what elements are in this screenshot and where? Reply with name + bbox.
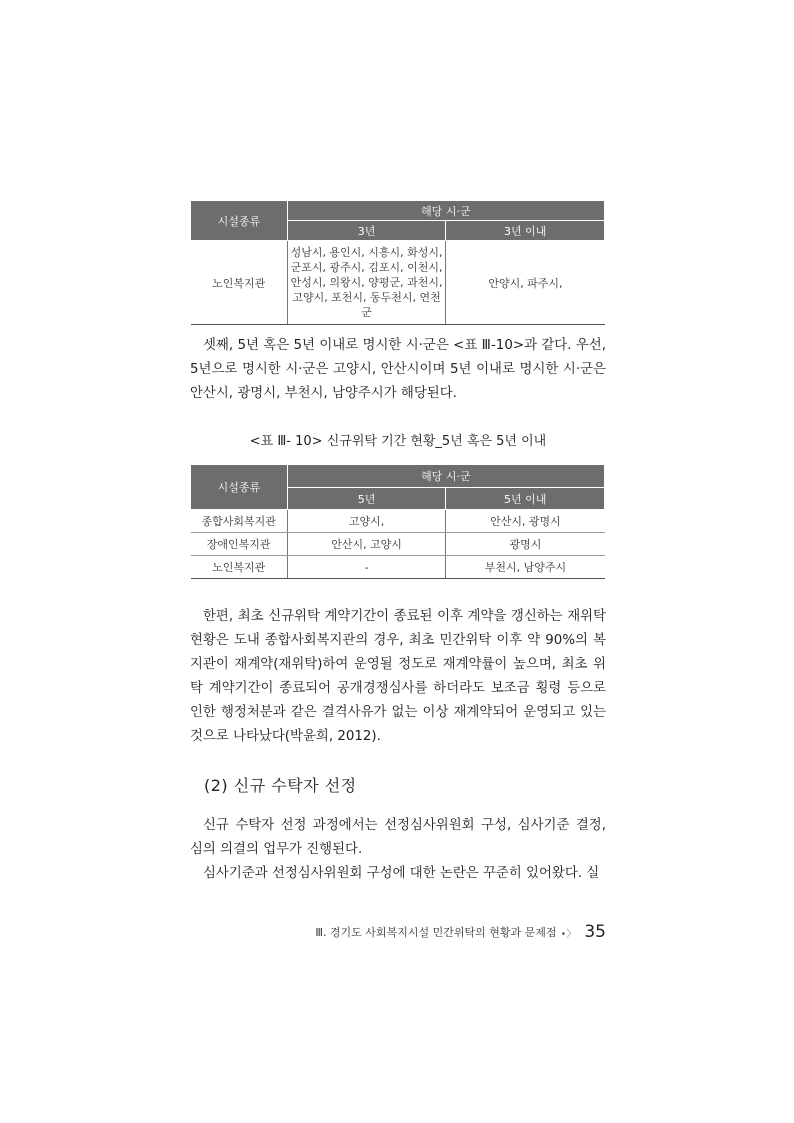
page-number: 35 xyxy=(584,922,606,942)
table-row xyxy=(191,556,605,579)
cell-facility: 장애인복지관 xyxy=(191,533,288,556)
paragraph-third: 셋째, 5년 혹은 5년 이내로 명시한 시·군은 <표 Ⅲ-10>과 같다. 우선, 5년으로 명시한 시·군은 고양시, 안산시이며 5년 이내로 명시한 시·군은 안산시, 광명시, 부천시, 남양주시가 해당된다. xyxy=(190,338,606,401)
cell-5yr: - xyxy=(287,556,446,579)
cell-facility: 노인복지관 xyxy=(191,241,288,325)
section-heading: (2) 신규 수탁자 선정 xyxy=(204,776,357,795)
cell-within-5yr: 안산시, 광명시 xyxy=(446,510,605,533)
table-row xyxy=(191,510,605,533)
cell-within-5yr: 광명시 xyxy=(446,533,605,556)
subheader-within-5yr: 5년 이내 xyxy=(446,488,605,510)
subheader-within-3yr: 3년 이내 xyxy=(446,221,605,241)
double-chevron-right-icon: •〉 xyxy=(560,928,577,940)
table-row xyxy=(191,241,605,325)
table-caption: <표 Ⅲ- 10> 신규위탁 기간 현황_5년 혹은 5년 이내 xyxy=(249,434,547,449)
header-region: 해당 시·군 xyxy=(287,201,604,221)
header-facility-type: 시설종류 xyxy=(191,201,288,241)
page-footer xyxy=(315,922,606,942)
cell-within-5yr: 부천시, 남양주시 xyxy=(446,556,605,579)
subheader-3yr: 3년 xyxy=(287,221,446,241)
header-region: 해당 시·군 xyxy=(287,465,604,488)
paragraph-reconsignment: 한편, 최초 신규위탁 계약기간이 종료된 이후 계약을 갱신하는 재위탁 현황은 도내 종합사회복지관의 경우, 최초 민간위탁 이후 약 90%의 복지관이 재계약(재위탁)하여 운영될 정도로 재계약률이 높으며, 최초 위탁 계약기간이 종료되어 공개경쟁심사를 하더라도 보조금 횡령 등으로 인한 행정처분과 같은 결격사유가 없는 이상 재계약되어 운영되고 있는 것으로 나타났다(박윤희, 2012). xyxy=(190,609,606,744)
cell-regions-within-3yr: 안양시, 파주시, xyxy=(446,241,605,325)
subheader-5yr: 5년 xyxy=(287,488,446,510)
paragraph-selection-process: 신규 수탁자 선정 과정에서는 선정심사위원회 구성, 심사기준 결정, 심의 의결의 업무가 진행된다. xyxy=(190,818,606,857)
cell-regions-3yr: 성남시, 용인시, 시흥시, 화성시, 군포시, 광주시, 김포시, 이천시, 안성시, 의왕시, 양평군, 과천시, 고양시, 포천시, 동두천시, 연천군 xyxy=(287,241,446,325)
footer-chapter-title: Ⅲ. 경기도 사회복지시설 민간위탁의 현황과 문제점 xyxy=(315,926,557,939)
table-row xyxy=(191,533,605,556)
header-facility-type: 시설종류 xyxy=(191,465,288,510)
table-facility-5yr xyxy=(190,464,605,579)
cell-facility: 노인복지관 xyxy=(191,556,288,579)
cell-5yr: 고양시, xyxy=(287,510,446,533)
paragraph-criteria: 심사기준과 선정심사위원회 구성에 대한 논란은 꾸준히 있어왔다. 실 xyxy=(203,866,600,881)
table-facility-3yr xyxy=(190,200,605,325)
cell-5yr: 안산시, 고양시 xyxy=(287,533,446,556)
cell-facility: 종합사회복지관 xyxy=(191,510,288,533)
